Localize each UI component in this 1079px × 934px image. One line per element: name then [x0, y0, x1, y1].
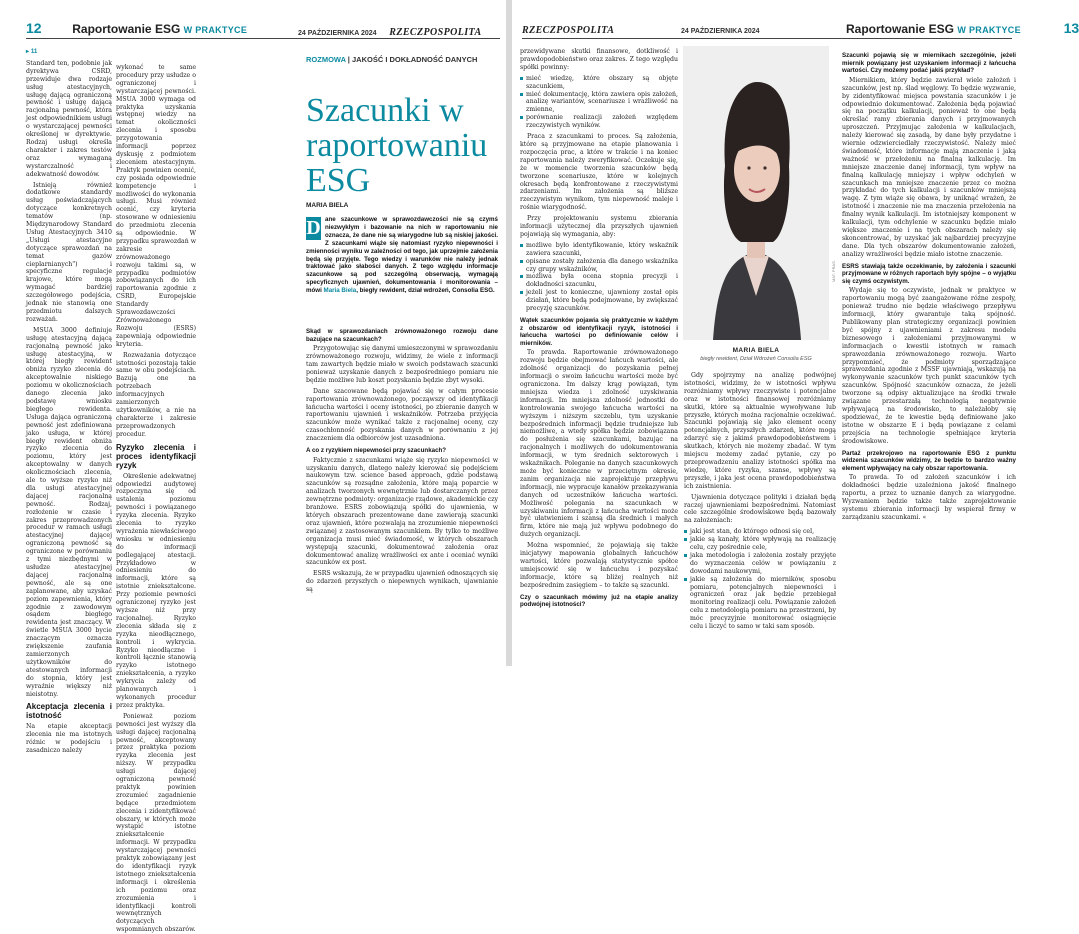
bullet-item: możliwa była ocena stopnia precyzji i dokładności szacunku, — [520, 273, 678, 289]
header-rule-right — [522, 38, 1012, 39]
bullet-item: mieć wiedzę, które obszary są objęte szacunkiem, — [520, 75, 678, 91]
subheading: Akceptacja zlecenia i istotność — [26, 702, 112, 721]
photo-caption — [683, 346, 829, 364]
right-page-header-right — [846, 20, 1079, 36]
paragraph: Gdy spojrzymy na analizę podwójnej istotności, widzimy, że w istotności wpływu rozróżniamy wpływy rzeczywiste i potencjalne oraz w istotności finansowej rozróżniamy skutki, które są aktualnie wywoływane lub przyszłe, których można racjonalnie oczekiwać. Szacunki pojawiają się jako element oceny potencjalnych, przyszłych zdarzeń, które mogą zdarzyć się z jakimś prawdopodobieństwem i skutkach, których nie możemy zbadać. W tym miejscu możemy zadać pytanie, czy po przeprowadzeniu analizy istotności spółka ma wiedzę, które ryzyka, szanse, wpływy są przyszłe, i jaka jest ocena prawdopodobieństwa ich zaistnienia. — [684, 372, 836, 490]
article-byline: MARIA BIELA — [306, 202, 349, 209]
bullet-item: jakie są założenia do mierników, sposobu pomiaru, potencjalnych niepewności i ograniczeń oraz jak będzie przebiegał monitoring realizacji celu. Powiązanie założeń celu z metodologią pomiaru na przestrzeni, by móc precyzyjnie monitorować osiągnięcie celu i liczyć to samo w taki sam sposób. — [684, 576, 836, 631]
interview-answer: Dane szacowane będą pojawiać się w całym procesie raportowania zrównoważonego, począwszy od identyfikacji łańcucha wartości i oceny istotności, po zbieranie danych w raportowaniu ujawnień i wskaźników. Potrzeba przyjęcia szacunków może wynikać także z racjonalnej oceny, czy czasochłonność pozyskania danych w porównaniu z jej znaczeniem dla odbiorców jest uzasadniona. — [306, 387, 498, 443]
page-number-right: 13 — [1063, 20, 1079, 36]
publication-logo: RZECZPOSPOLITA — [389, 27, 482, 38]
bullet-list — [684, 528, 836, 631]
left-column-2 — [116, 64, 196, 934]
section-title-right: Raportowanie ESG — [846, 22, 955, 36]
left-page — [0, 0, 506, 934]
interview-question: A co z ryzykiem niepewności przy szacunkach? — [306, 447, 447, 455]
paragraph: Można wspomnieć, że pojawiają się także inicjatywy mapowania globalnych łańcuchów wartości, które pozwalają statystycznie spółce umiejscowić się w łańcuchu i pozyskać informacje, które są bliżej realnych niż bezpośrednim zasięgiem – to także są szacunki. — [520, 542, 678, 589]
right-page — [512, 0, 1079, 666]
issue-date-right: 24 PAŹDZIERNIKA 2024 — [680, 28, 760, 35]
page-number: 12 — [26, 20, 42, 36]
bullet-item: jaki jest stan, do którego odnosi się cel, — [684, 528, 836, 536]
paragraph: Określenie adekwatnej odpowiedzi audytowej rozpoczyna się od ustalenia poziomu pewności i powiązanego ryzyka zlecenia. Ryzyko zlecenia to ryzyko wyrażenia niewłaściwego wniosku w odniesieniu do informacji podlegającej atestacji. Przykładowo w odniesieniu do informacji, które są istotnie zniekształcone. Przy poziomie pewności ograniczonej ryzyko jest wyższe niż przy racjonalnej. Ryzyko zlecenia składa się z ryzyka nieodłącznego, kontroli i wykrycia. Ryzyko nieodłączne i kontroli łącznie stanowią ryzyko istotnego zniekształcenia, a ryzyko wykrycia zależy od planowanych i wykonanych procedur przez praktyka. — [116, 472, 196, 709]
interview-question: Czy o szacunkach mówimy już na etapie analizy podwójnej istotności? — [520, 593, 678, 609]
left-column-1 — [26, 48, 112, 755]
paragraph: Miernikiem, który będzie zawierał wiele założeń i szacunków, jest np. ślad węglowy. To będzie wyzwanie, by zidentyfikować miejsca powstania szacunków i je odpowiednio dokumentować. Założenia będą pojawiać się na początku kalkulacji, ponieważ to one będą określać ramy zbierania danych i przyjmowanych uproszczeń. Przyjmując założenia w kalkulacjach, należy kierować się zasadą, by dane były przydatne i wiernie odzwierciedlały rzeczywistość. Należy mieć świadomość, które informacje mają znaczenie i jaką ważność w przełożeniu na finalną kalkulację. Im mniejsze znaczenie danej informacji, tym wpływ na finalną kalkulację mniejszy i wpływ odchyleń w szacunkach ma mniejsze znaczenie przez co można przykładać do tych kalkulacji i szacunków mniejszą wagę. Z tym wiąże się obawa, by uniknąć wrażeń, że istotność i znaczenie nie ma znaczenia przełożenia na finalny wynik kalkulacji. Im istotniejszy komponent w kalkulacji, tym odchylenie w szacunku będzie miało większe znaczenie i na tych obszarach należy się skoncentrować, by uzyskać jak najbardziej precyzyjne dane. Dla tych obszarów dokumentowanie założeń, analizy wrażliwości będzie miało istotne znaczenie. — [842, 76, 1016, 258]
right-column-2 — [684, 372, 836, 664]
interview-question: ESRS stawiają także oczekiwanie, by założenia i szacunki przyjmowane w różnych raportach były spójne – o wyjątku się czymś oczywistym. — [842, 262, 1016, 285]
bullet-item: jakie są kanały, które wpływają na realizację celu, czy pośrednie cele, — [684, 536, 836, 552]
portrait-illustration — [683, 46, 829, 340]
interview-question: Szacunki pojawią się w miernikach szczególnie, jeżeli miernik powiązany jest uzyskaniem informacji z łańcucha wartości. Czy możemy podać jakiś przykład? — [842, 52, 1016, 75]
paragraph: Rozważania dotyczące istotności pozostają takie same w obu podejściach. Bazują one na potrzebach informacyjnych zamierzonych użytkowników, a nie na charakterze i zakresie przeprowadzonych procedur. — [116, 351, 196, 438]
drop-cap: D — [306, 217, 321, 239]
continued-marker: ▸ 11 — [26, 48, 38, 55]
paragraph: Praca z szacunkami to proces. Są założenia, które są przyjmowane na etapie planowania i rozpoczęcia prac, a które w trakcie i na koniec raportowania należy zweryfikować. Oczekuje się, że w momencie tworzenia szacunków będą tworzone scenariusze, które w kolejnych okresach będą konfrontowane z rzeczywistymi zdarzeniami. Im założenia są bliższe rzeczywistym wynikom, tym niepewność maleje i rośnie wiarygodność. — [520, 133, 678, 212]
lead-interviewee: Maria Biela — [323, 287, 357, 295]
interview-question: Partaż przekrojowo na raportowanie ESG z punktu widzenia szacunków widzimy, że będzie to bardzo ważny element wpływający na cały obszar raportowania. — [842, 449, 1016, 472]
issue-date: 24 PAŹDZIERNIKA 2024 — [298, 30, 377, 37]
left-column-interview — [306, 324, 498, 664]
publication-logo-right: RZECZPOSPOLITA — [522, 25, 615, 36]
bullet-item: jeżeli jest to konieczne, ujawniony został opis działań, które będą podejmowane, by zwiększać precyzję szacunków. — [520, 289, 678, 313]
paragraph: Przy projektowaniu systemu zbierania informacji użytecznej dla przyszłych ujawnień pojawiają się wymagania, aby: — [520, 215, 678, 238]
paragraph: Ponieważ poziom pewności jest wyższy dla usługi dającej racjonalną pewność, akceptowany przez praktyka poziom ryzyka zlecenia jest niższy. W przypadku usługi dającej ograniczoną pewność praktyk powinien zrozumieć zagadnienie będące przedmiotem zlecenia i zidentyfikować obszary, w których może wystąpić istotne zniekształcenie informacji. W przypadku wystarczającej pewności praktyk zobowiązany jest do identyfikacji ryzyk istotnego zniekształcenia informacji i określenia ich poziomu oraz zrozumienia i identyfikacji kontroli wewnętrznych dotyczących wspomnianych obszarów. — [116, 712, 196, 934]
paragraph: Wydaje się to oczywiste, jednak w praktyce w raportowaniu mogą być zaangażowane różne zespoły, ponieważ trudno nie będzie właściwego przepływu informacji, który gwarantuje taką spójność. Publikowany plan strategiczny organizacji powinien być spójny z ujawnieniami z zakresu modelu biznesowego i założeniami przyjmowanymi w informacjach o kwestii istotnych w ramach sprawozdania zrównoważonego rozwoju. Warto przypomnieć, że podmioty sporządzające sprawozdania zgodnie z MSSF ujawniają, wskazują na wykonywanie szacunków tych punkt szacunków tych szacunków. Spójność szacunków oznacza, że jeżeli tworzone są odpisy aktualizujące na środki trwałe związane przestarzałą technologią negatywnie wpływającą na środowisko, to należałoby się spodziewać, że te kwestie będą definiowane jako istotne w obszarze E i będą powiązane z celami przejścia na technologie spełniające kryteria środowiskowe. — [842, 287, 1016, 445]
article-lead: D ane szacunkowe w sprawozdawczości nie są czymś niezwykłym i bazowanie na nich w raportowaniu nie oznacza, że dane nie są wiarygodne lub są niskiej jakości. Z szacunkami wiąże się natomiast ryzyko niepewności i zmienności wyniku w zależności od tego, jak uprzejmie założenia będą się przyjęte. Tego wiedzy i warunków nie należy jednak traktować jako słabości danych. Z tego względu informacje szacunkowe są pod szczególną obserwacją, wymagają specyficznych ujawnień, dokumentowania i monitorowania – mówi Maria Biela, biegły rewident, dział wdrożeń, Consolia ESG. — [306, 216, 498, 295]
left-page-header-right — [298, 24, 482, 38]
section-subtitle: W PRAKTYCE — [183, 25, 248, 35]
paragraph: To prawda. To od założeń szacunków i ich dokładności będzie uzależniona jakość finalnego raportu, a przez to uznanie danych za wiarygodne. Wyzwaniem będzie także także zaprojektowanie systemu zbierania informacji by wspierał firmy w zarządzaniu szacunkami. « — [842, 474, 1016, 521]
bullet-item: mieć dokumentację, która zawiera opis założeń, analizę wariantów, scenariusze i wrażliwość na zmienne, — [520, 91, 678, 115]
bullet-list — [520, 75, 678, 130]
bullet-item: możliwe było identyfikowanie, który wskaźnik zawiera szacunki, — [520, 242, 678, 258]
portrait-photo — [683, 46, 829, 340]
article-title: Szacunki w raportowaniu ESG — [306, 92, 488, 199]
interview-answer: Faktycznie z szacunkami wiąże się ryzyko niepewności w uzyskaniu danych, dlatego należy kierować się podejściem naukowym tzw. science based approach, gdzie podstawą szacunków są rozsądne założenia, które mają poparcie w analizach tworzonych wewnętrznie lub dostarczanych przez zewnętrzne podmioty: organizacje rządowe, akademickie czy branżowe. ESRS zobowiązują spółki do ujawnienia, w których obszarach prezentowane dane zawierają szacunki oraz ujawnień, które pozwalają na zrozumienie niepewności związanej z zastosowanym szacunkiem. By tylko to możliwe organizacja musi mieć świadomość, w których obszarach występują szacunki, dokumentować założenia oraz dokumentować analizę wrażliwości ex ante i oceniać wyniki szacunków ex post. — [306, 456, 498, 567]
bullet-item: porównanie realizacji założeń względem rzeczywistych wyników. — [520, 114, 678, 130]
paragraph: przewidywane skutki finansowe, dotkliwość i prawdopodobieństwo oraz zakres. Z tego względu spółki powinny: — [520, 48, 678, 71]
caption-role: biegły rewident, Dział Wdrożeń Consolia ESG — [700, 356, 812, 362]
section-subtitle-right: W PRAKTYCE — [957, 25, 1021, 35]
bullet-item: jaka metodologia i założenia zostały przyjęte do wyznaczenia celów w powiązaniu z dowodami naukowymi, — [684, 552, 836, 576]
interview-question: Skąd w sprawozdaniach zrównoważonego rozwoju dane bazujące na szacunkach? — [306, 328, 498, 343]
right-column-1 — [520, 48, 678, 660]
bullet-item: opisane zostały założenia dla danego wskaźnika czy grupy wskaźników, — [520, 258, 678, 274]
subheading: Ryzyko zlecenia i proces identyfikacji ryzyk — [116, 442, 196, 470]
paragraph: To prawda. Raportowanie zrównoważonego rozwoju będzie obejmować łańcuch wartości, ale zdolność organizacji do pozyskania pełnej informacji o swoim łańcuchu wartości może być ograniczona. Im dalszy krąg powiązań, tym mniejsza wiedza i zdolność uzyskiwania informacji. Im mniejsza zdolność jednostki do kontrolowania swojego łańcucha wartości na wyższym i niższym szczeblu, tym uzyskanie bezpośrednich informacji będzie trudniejsze lub niemożliwe, a wtedy spółka będzie zobowiązana do posłużenia się szacunkami, bazując na racjonalnych i możliwych do udokumentowania informacji, w tym średnich sektorowych i wskaźnikach. Poleganie na danych szacunkowych może być konieczne w przeciętnym okresie, zanim organizacja nie zaprojektuje przepływu informacji, nie wypracuje kanałów przekazywania danych od uczestników łańcucha wartości. Możliwość polegania na szacunkach w uzyskiwaniu informacji z łańcucha wartości może być ułatwieniem i szansą dla średnich i małych firm, które nie mają już wpływu podobnego do dużych organizacji. — [520, 349, 678, 539]
header-rule — [26, 38, 500, 39]
bullet-list — [520, 242, 678, 313]
interview-answer: ESRS wskazują, że w przypadku ujawnień odnoszących się do zdarzeń przyszłych o niepewnych wynikach, ujawnianie są — [306, 570, 498, 594]
section-title: Raportowanie ESG — [72, 22, 181, 36]
paragraph: Ujawnienia dotyczące polityki i działań będą raczej ujawnieniami bezpośrednimi. Natomiast cele szczególnie środowiskowe będą bazowały na założeniach: — [684, 493, 836, 525]
right-page-header-left — [522, 22, 760, 36]
paragraph: Na etapie akceptacji zlecenia nie ma istotnych różnic w podejściu i zasadniczo należy — [26, 723, 112, 755]
caption-name: MARIA BIELA — [732, 347, 780, 354]
paragraph: Istnieją również dodatkowe standardy usług poświadczających dotyczące konkretnych tematów (np. Międzynarodowy Standard Usług Atestacyjnych 3410 „Usługi atestacyjne dotyczące sprawozdań na temat gazów cieplarnianych") i specyficzne regulacje krajowe, które mogą wymagać bardziej szczegółowego podejścia, jednak nie stanowią one przedmiotu dalszych rozważań. — [26, 181, 112, 323]
left-page-header — [26, 20, 247, 36]
paragraph: Standard ten, podobnie jak dyrektywa CSRD, przewiduje dwa rodzaje usług atestacyjnych, usługę dającą ograniczoną pewność i usługę dającą racjonalną pewność, która jest odpowiednikiem usługi o wystarczającej pewności określonej w dyrektywie. Rodzaj usługi określa charakter i zakres testów oraz wymaganą wystarczalność i adekwatność dowodów. — [26, 59, 112, 178]
paragraph: MSUA 3000 definiuje usługę atestacyjną dającą racjonalną pewność jako usługę atestacyjną, w której biegły rewident obniża ryzyko zlecenia do akceptowalnie niskiego poziomu w okolicznościach danego zlecenia jako podstawę wniosku biegłego rewidenta. Usługa dająca ograniczoną pewność jest zdefiniowana jako usługa, w której biegły rewident obniża ryzyko zlecenia do poziomu, który jest akceptowalny w danych okolicznościach zlecenia, ale to wyższe ryzyko niż dla usługi atestacyjnej dającej racjonalną pewność. Rodzaj, rozłożenie w czasie i zakres przeprowadzonych procedur w ramach usługi atestacyjnej dającej ograniczoną pewność są ograniczone w porównaniu z tymi niezbędnymi w usłudze atestacyjnej dającej racjonalną pewność, ale są one zaplanowane, aby uzyskać poziom zapewnienia, który zgodnie z zawodowym osądem biegłego rewidenta jest znaczący. W świetle MSUA 3000 bycie znaczącym oznacza zwiększenie zaufania zamierzonych użytkowników do atestowanych informacji do stopnia, który jest wyraźnie większy niż nieistotny. — [26, 326, 112, 698]
photo-credit: MAT. PRAS. — [831, 260, 836, 282]
interview-question: Wątek szacunków pojawia się praktycznie w każdym z obszarów od identyfikacji ryzyk, istotności i łańcucha wartości po definiowanie celów i mierników. — [520, 317, 678, 347]
paragraph: wykonać te same procedury przy usłudze o ograniczonej i wystarczającej pewności. MSUA 3000 wymaga od praktyka uzyskania wstępnej wiedzy na temat okoliczności zlecenia i sposobu przygotowania informacji poprzez dyskusję z podmiotem zleceniem atestacyjnym. Praktyk powinien ocenić, czy posiada odpowiednie kompetencje i możliwości do wykonania usługi. Musi również ocenić, czy kryteria stosowane w odniesieniu do przedmiotu zlecenia są odpowiednie. W przypadku sprawozdań w zakresie zrównoważonego rozwoju takimi są, w przypadku podmiotów zobowiązanych do ich raportowania zgodnie z CSRD, Europejskie Standardy Sprawozdawczości Zrównoważonego Rozwoju (ESRS) zapewniają odpowiednie kryteria. — [116, 64, 196, 348]
right-column-3 — [842, 48, 1016, 660]
article-kicker: ROZMOWA | JAKOŚĆ I DOKŁADNOŚĆ DANYCH — [306, 55, 478, 64]
interview-answer: Przygotowując się danymi umieszczonymi w sprawozdaniu zrównoważonego rozwoju, widzimy, że wiele z informacji tam zawartych będzie miało w swoich podstawach szacunki ponieważ uzyskanie danych z bezpośredniego pomiaru nie będzie możliwe lub koszt pozyskania będzie zbyt wysoki. — [306, 345, 498, 384]
